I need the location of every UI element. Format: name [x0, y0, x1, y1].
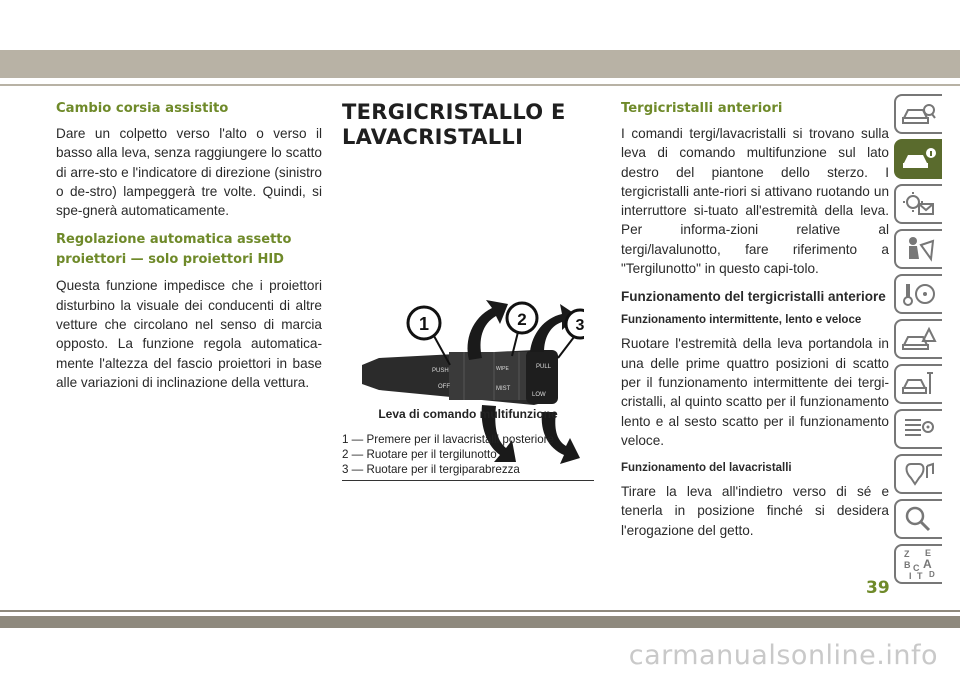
tab-search[interactable]	[894, 499, 942, 539]
multifunction-lever-figure	[354, 200, 584, 470]
lever-body	[362, 350, 558, 405]
tab-car-search[interactable]	[894, 94, 942, 134]
figure-caption: Leva di comando multifunzione	[378, 407, 558, 421]
multimedia-icon	[901, 460, 937, 488]
chapter-tabs	[894, 94, 944, 589]
svg-text:E: E	[925, 548, 932, 558]
seat-safety-icon	[901, 235, 937, 263]
svg-text:D: D	[929, 570, 935, 579]
paragraph-lavacristalli: Tirare la leva all'indietro verso di sé e tenerla in posizione finché si desidera l'erogazione del getto.	[621, 484, 889, 538]
subheading-funzionamento: Funzionamento del tergicristalli anteriore	[621, 289, 886, 305]
car-emergency-icon	[901, 325, 937, 353]
search-icon	[901, 505, 937, 533]
tab-multimedia[interactable]	[894, 454, 942, 494]
heading-regolazione-proiettori: Regolazione automatica assetto proiettori — solo proiettori HID	[56, 232, 292, 268]
tab-service[interactable]	[894, 364, 942, 404]
car-search-icon	[901, 100, 937, 128]
svg-text:Z: Z	[904, 549, 910, 559]
lever-label-wipe: WIPE	[496, 366, 509, 372]
index-letters-icon	[901, 547, 937, 581]
callout-2-label: 2	[517, 310, 527, 329]
car-service-icon	[901, 370, 937, 398]
svg-text:A: A	[923, 557, 932, 571]
legend-item-3: 3 — Ruotare per il tergiparabrezza	[342, 463, 520, 476]
rotate-arrow-2-top	[468, 300, 508, 360]
heading-cambio-corsia: Cambio corsia assistito	[56, 101, 229, 116]
specifications-icon	[901, 415, 937, 443]
subsubheading-intermittente: Funzionamento intermittente, lento e veloce	[621, 314, 862, 327]
tab-index[interactable]	[894, 544, 942, 584]
top-margin	[0, 0, 960, 50]
lever-label-mist: MIST	[496, 386, 511, 392]
subsubheading-lavacristalli: Funzionamento del lavacristalli	[621, 462, 792, 475]
middle-column	[342, 100, 594, 476]
car-info-icon	[901, 145, 937, 173]
key-steering-icon	[901, 280, 937, 308]
left-column	[56, 100, 322, 402]
warning-light-icon	[901, 190, 937, 218]
header-rule	[0, 84, 960, 86]
paragraph-regolazione-proiettori: Questa funzione impedisce che i proiettori disturbino la visuale dei conducenti di altre vetture che circolano nel senso di marcia opposto. La funzione regola automatica-mente l'altezza del fascio proiettori in base alle variazioni di inclinazione della vettura.	[56, 278, 322, 390]
tab-emergency[interactable]	[894, 319, 942, 359]
callout-1-label: 1	[418, 314, 430, 334]
right-column	[621, 100, 889, 550]
page-number: 39	[866, 578, 890, 598]
tab-warning-lights[interactable]	[894, 184, 942, 224]
tab-safety[interactable]	[894, 229, 942, 269]
header-band	[0, 50, 960, 78]
paragraph-intermittente: Ruotare l'estremità della leva portandola in una delle prime quattro posizioni di scatto per il funzionamento intermittente dei tergi-cristalli, al quinto scatto per il funzionamento lento e al sesto scatto per il funzionamento veloce.	[621, 336, 889, 448]
lever-label-low: LOW	[532, 392, 546, 398]
section-title: TERGICRISTALLO E LAVACRISTALLI	[342, 100, 566, 149]
callout-3-label: 3	[575, 317, 584, 334]
heading-tergicristalli-anteriori: Tergicristalli anteriori	[621, 101, 783, 116]
legend-item-2: 2 — Ruotare per il tergilunotto	[342, 448, 497, 461]
paragraph-cambio-corsia: Dare un colpetto verso l'alto o verso il basso alla leva, senza raggiungere lo scatto di arre-sto e l'indicatore di direzione (sinistro o de-stro) lampeggerà tre volte. Quindi, si spe-gnerà automaticamente.	[56, 126, 322, 219]
svg-text:C: C	[913, 563, 920, 573]
footer-band	[0, 616, 960, 628]
lever-label-push: PUSH	[432, 368, 449, 374]
figure-legend	[342, 432, 594, 481]
svg-text:T: T	[917, 571, 923, 581]
lever-label-off: OFF	[438, 384, 450, 390]
legend-item-1: 1 — Premere per il lavacristalli posteriore	[342, 433, 554, 446]
watermark: carmanualsonline.info	[628, 640, 938, 671]
footer-rule	[0, 610, 960, 612]
tab-specifications[interactable]	[894, 409, 942, 449]
svg-text:B: B	[904, 560, 911, 570]
tab-start-drive[interactable]	[894, 274, 942, 314]
paragraph-comandi: I comandi tergi/lavacristalli si trovano sulla leva di comando multifunzione sul lato destro del piantone dello sterzo. I tergicristalli ante-riori si attivano ruotando un interruttore si-tuato all'estremità della leva. Per informa-zioni relative al tergi/lavalunotto, fare riferimento a "Tergilunotto" in questo capi-tolo.	[621, 126, 889, 277]
lever-label-pull: PULL	[536, 364, 552, 370]
tab-car-info[interactable]	[894, 139, 942, 179]
svg-text:I: I	[909, 571, 912, 581]
